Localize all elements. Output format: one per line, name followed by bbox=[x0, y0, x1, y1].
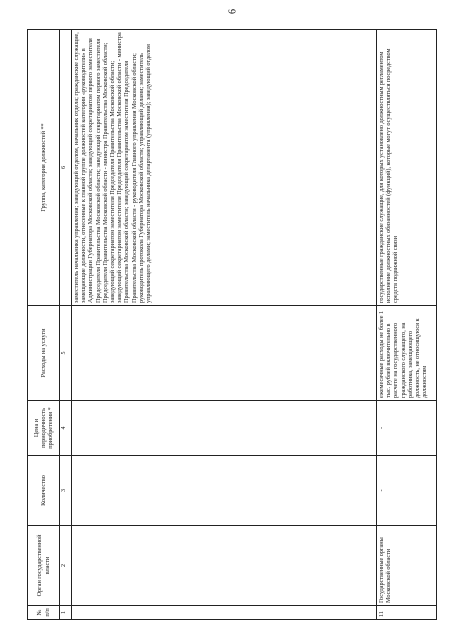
header-qty: Количество bbox=[28, 456, 60, 526]
table-row bbox=[377, 30, 437, 620]
header-price: Цена и периодичность приобретения * bbox=[28, 401, 60, 456]
cell-n: 11 bbox=[377, 606, 437, 620]
cell-group: государственные гражданские служащие, для которых установлено должностным регламентом исполнение должностных обязанностей (функций), которые могут осуществляться посредством средств подвижной связи bbox=[377, 30, 437, 306]
col-number: 1 bbox=[60, 606, 72, 620]
table-row bbox=[72, 30, 377, 620]
cell-costs bbox=[72, 306, 377, 401]
page-number: 6 bbox=[227, 9, 239, 14]
cell-costs: ежемесячные расходы не более 1 тыс. рублей включительно в расчете на государственного гражданского служащего, на работника, замещающего должность, не относящуюся к должностям bbox=[377, 306, 437, 401]
header-n: № п/п bbox=[28, 606, 60, 620]
norms-table bbox=[27, 29, 437, 620]
col-number: 5 bbox=[60, 306, 72, 401]
cell-group: заместитель начальника управления; заведующий отделом, начальник отдела; гражданские служащие, замещающие должности, отнесенные к главной группе должностей категории «руководители» в Администрации Губернатора Московской области; заведующий секретариатом первого заместителя Председателя Правительства Московской области; заведующий секретариатом первого заместителя Председателя Правительства Московской области - министра Правительства Московской области; заведующий секретариатом заместителя Председателя Правительства Московской области; заведующий секретариатом заместителя Председателя Правительства Московской области - министра Правительства Московской области; заведующий секретариатом заместителя Председателя Правительства Московской области - руководителя Главного управления Московской области; руководитель протокола Губернатора Московской области; управляющий делами; заместитель управляющего делами; заместитель начальника департамента (управления); заведующий отделом bbox=[72, 30, 377, 306]
column-number-row bbox=[60, 30, 72, 620]
header-costs: Расходы на услуги bbox=[28, 306, 60, 401]
header-organ: Орган государственной власти bbox=[28, 526, 60, 606]
cell-price: - bbox=[377, 401, 437, 456]
col-number: 6 bbox=[60, 30, 72, 306]
cell-organ bbox=[72, 526, 377, 606]
col-number: 4 bbox=[60, 401, 72, 456]
rotated-table-wrapper bbox=[27, 30, 437, 620]
col-number: 2 bbox=[60, 526, 72, 606]
cell-qty bbox=[72, 456, 377, 526]
cell-qty: - bbox=[377, 456, 437, 526]
col-number: 3 bbox=[60, 456, 72, 526]
cell-price bbox=[72, 401, 377, 456]
cell-n bbox=[72, 606, 377, 620]
header-row bbox=[28, 30, 60, 620]
cell-organ: Государственные органы Московской области bbox=[377, 526, 437, 606]
header-group: Группа, категория должностей ** bbox=[28, 30, 60, 306]
